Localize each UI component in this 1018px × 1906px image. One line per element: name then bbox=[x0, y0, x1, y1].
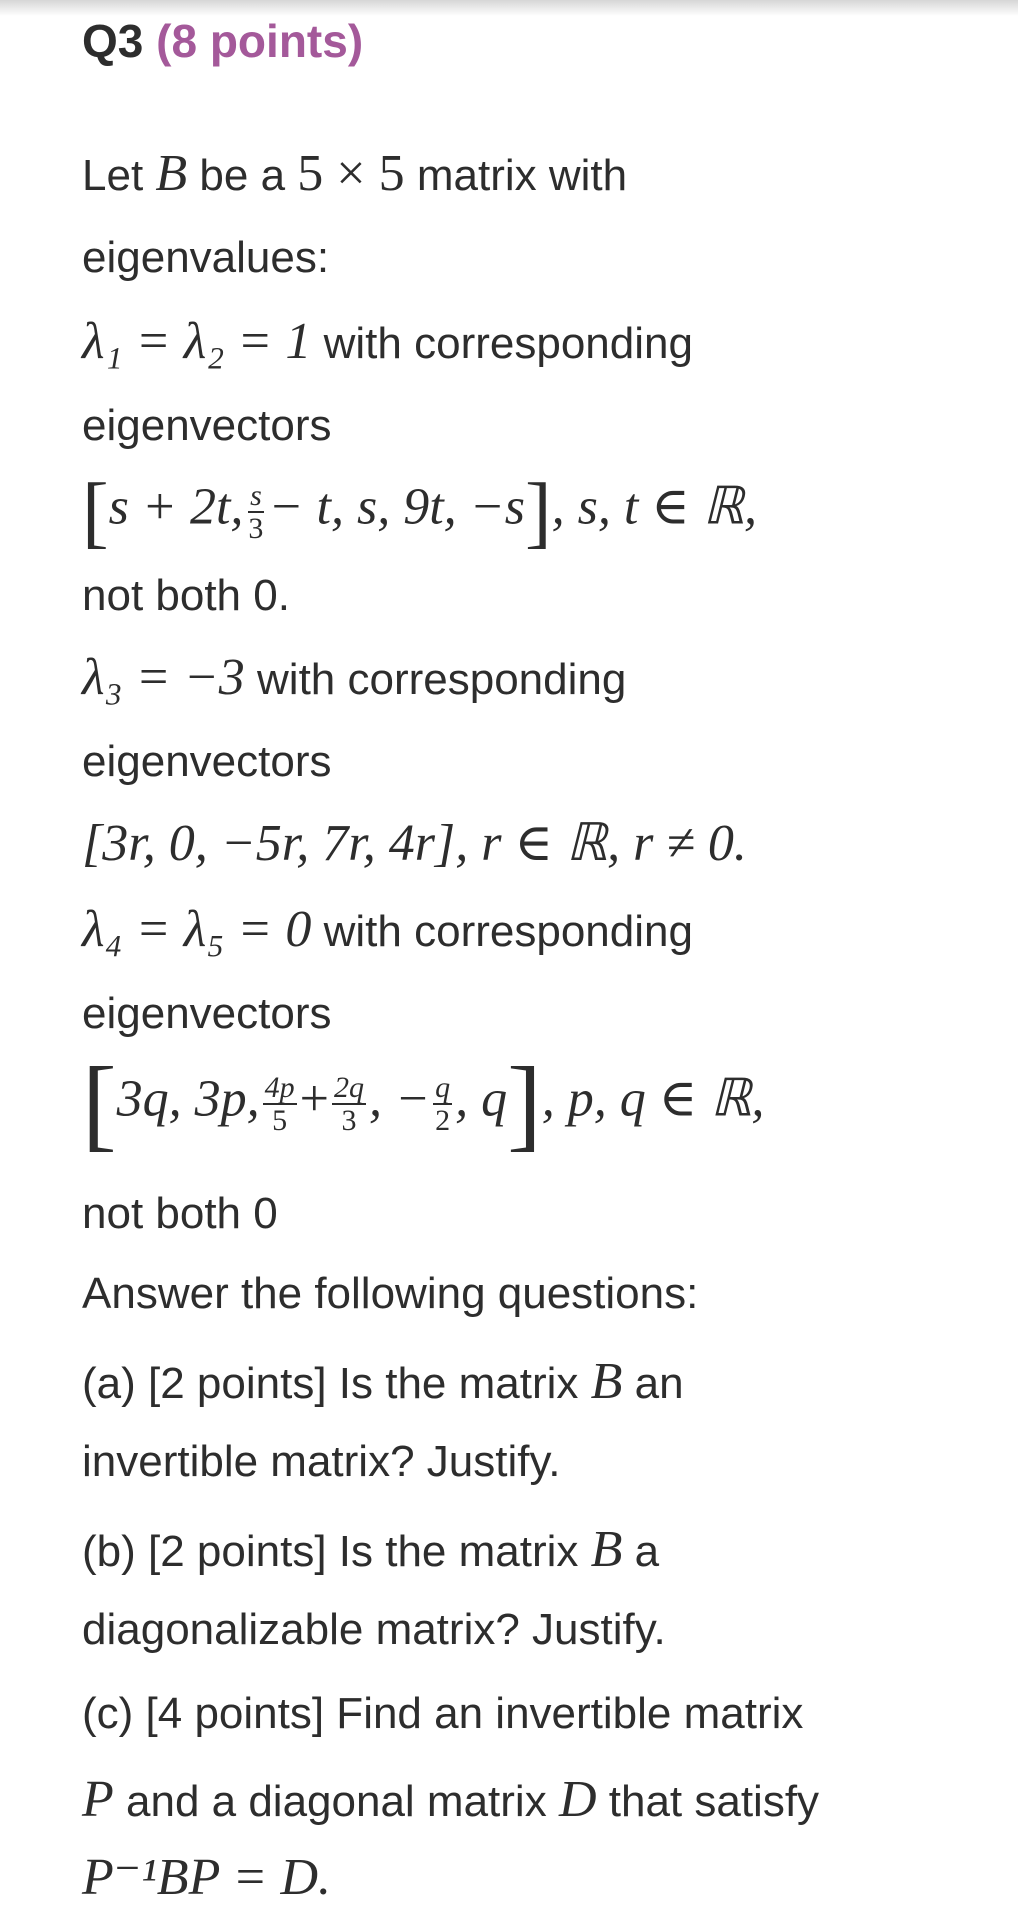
eigenvector-3: [3q, 3p, $\frac{4p}{5}$ + $\frac{2q}{3}$ , − $\frac{q}{2}$ , q], p, q ∈ ℝ, bbox=[82, 1046, 765, 1161]
matrix-size: 5 × 5 bbox=[297, 145, 405, 202]
fraction-4p-over-5: $\frac{4p}{5}$ bbox=[264, 1070, 295, 1137]
intro-line-1: Let B be a 5 × 5 matrix with bbox=[82, 145, 628, 202]
fraction-2q-over-3: $\frac{2q}{3}$ bbox=[333, 1070, 364, 1137]
question-a-line-1: (a) [2 points] Is the matrix B an bbox=[82, 1353, 684, 1410]
not-both-zero-1: not both 0. bbox=[82, 571, 290, 620]
eigenvector-1: [s + 2t, $\frac{s}{3}$ − t, s, 9t, −s], s, t ∈ ℝ, bbox=[82, 468, 757, 556]
question-points: (8 points) bbox=[156, 15, 364, 67]
fraction-q-over-2: $\frac{q}{2}$ bbox=[435, 1070, 451, 1137]
fraction-s-over-3: $\frac{s}{3}$ bbox=[248, 478, 264, 545]
question-number: Q3 bbox=[82, 15, 144, 67]
matrix-B: B bbox=[155, 145, 188, 202]
question-b-line-2: diagonalizable matrix? Justify. bbox=[82, 1605, 666, 1654]
question-c-line-2: P and a diagonal matrix D that satisfy bbox=[82, 1771, 820, 1828]
eigenvector-2: [3r, 0, −5r, 7r, 4r], r ∈ ℝ, r ≠ 0. bbox=[82, 815, 747, 872]
intro-line-2: eigenvalues: bbox=[82, 233, 330, 282]
not-both-zero-2: not both 0 bbox=[82, 1189, 278, 1238]
eigenvalue-4-5: λ₄ = λ₅ = 0 bbox=[82, 901, 312, 958]
eigenvalue-1-2-line: λ₁ = λ₂ = 1 with corresponding bbox=[82, 313, 693, 370]
eigenvalue-4-5-line: λ₄ = λ₅ = 0 with corresponding bbox=[82, 901, 693, 958]
question-header bbox=[82, 14, 363, 68]
question-a-line-2: invertible matrix? Justify. bbox=[82, 1437, 561, 1486]
eigenvectors-label-1: eigenvectors bbox=[82, 401, 332, 450]
question-c-line-1: (c) [4 points] Find an invertible matrix bbox=[82, 1689, 804, 1738]
eigenvectors-label-2: eigenvectors bbox=[82, 737, 332, 786]
eigenvectors-label-3: eigenvectors bbox=[82, 989, 332, 1038]
answer-intro: Answer the following questions: bbox=[82, 1269, 699, 1318]
eigenvalue-3-line: λ₃ = −3 with corresponding bbox=[82, 649, 627, 706]
eigenvalue-1-2: λ₁ = λ₂ = 1 bbox=[82, 313, 312, 370]
eigenvalue-3: λ₃ = −3 bbox=[82, 649, 245, 706]
question-c-equation: P⁻¹BP = D. bbox=[82, 1849, 332, 1906]
question-b-line-1: (b) [2 points] Is the matrix B a bbox=[82, 1521, 660, 1578]
